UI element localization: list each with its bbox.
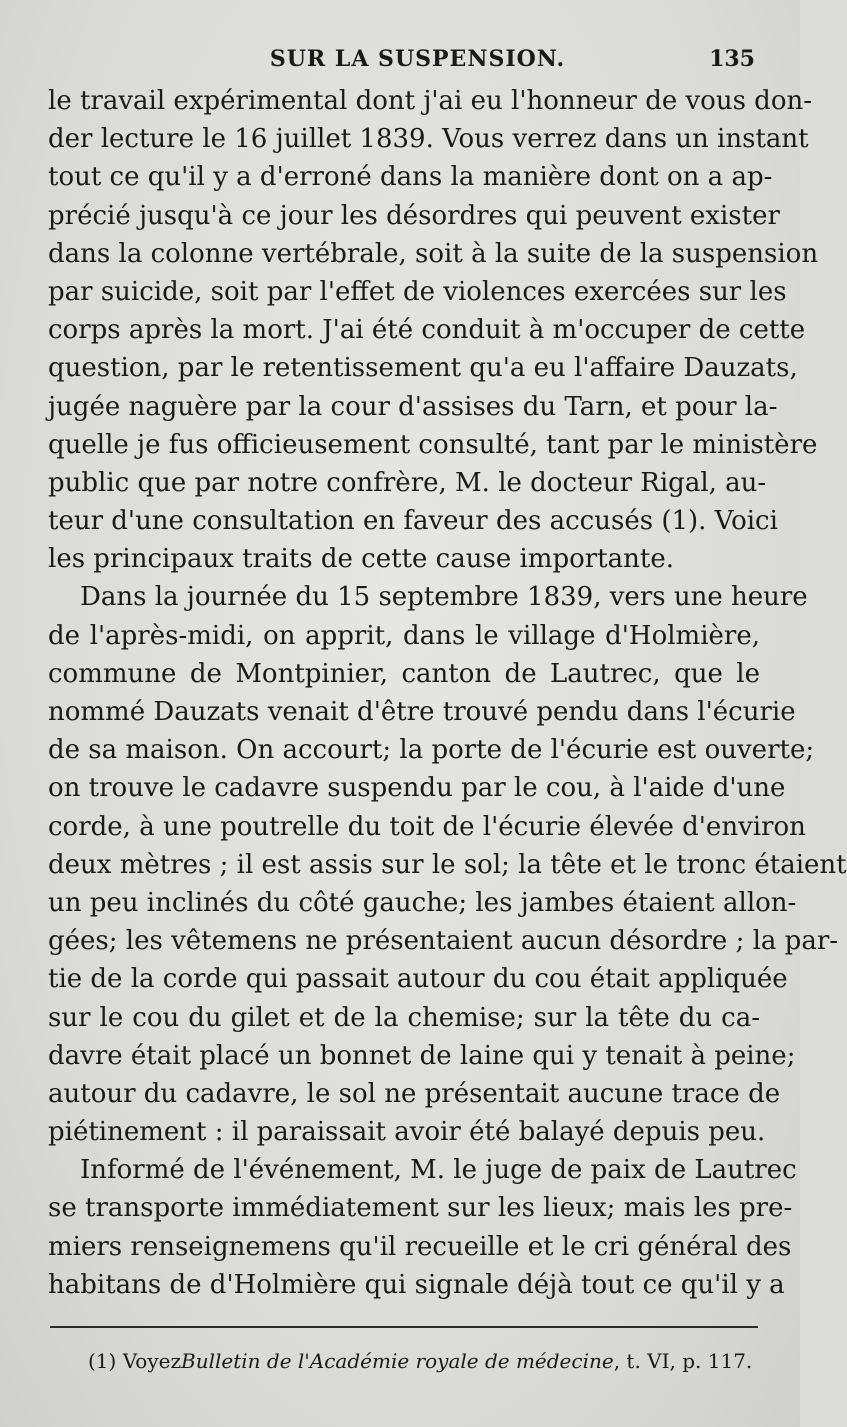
footnote-rest: , t. VI, p. 117. xyxy=(613,1349,753,1373)
page-header xyxy=(50,44,755,78)
text-line: autour du cadavre, le sol ne présentait aucune trace de xyxy=(48,1078,781,1109)
text-line: de sa maison. On accourt; la porte de l'écurie est ouverte; xyxy=(48,735,815,766)
body-text xyxy=(48,82,847,1304)
text-line: commune de Montpinier, canton de Lautrec, que le xyxy=(48,658,760,689)
text-line: corde, à une poutrelle du toit de l'écurie élevée d'environ xyxy=(48,811,806,842)
text-line: précié jusqu'à ce jour les désordres qui peuvent exister xyxy=(48,200,780,231)
text-line: question, par le retentissement qu'a eu l'affaire Dauzats, xyxy=(48,353,798,384)
footnote-marker: (1) Voyez xyxy=(88,1349,182,1373)
text-line: sur le cou du gilet et de la chemise; sur la tête du ca- xyxy=(48,1002,760,1033)
text-line: nommé Dauzats venait d'être trouvé pendu dans l'écurie xyxy=(48,697,796,727)
text-line: der lecture le 16 juillet 1839. Vous verrez dans un instant xyxy=(48,124,809,155)
text-line: un peu inclinés du côté gauche; les jambes étaient allon- xyxy=(48,887,797,918)
text-line: miers renseignemens qu'il recueille et le cri général des xyxy=(48,1231,792,1262)
text-line: le travail expérimental dont j'ai eu l'honneur de vous don- xyxy=(48,86,813,116)
text-line: davre était placé un bonnet de laine qui y tenait à peine; xyxy=(48,1040,796,1071)
text-line: Dans la journée du 15 septembre 1839, vers une heure xyxy=(80,582,808,613)
text-line: se transporte immédiatement sur les lieux; mais les pre- xyxy=(48,1193,793,1224)
footnote-rule xyxy=(50,1326,758,1328)
text-line: gées; les vêtemens ne présentaient aucun désordre ; la par- xyxy=(48,926,839,957)
paragraph xyxy=(48,1151,797,1304)
text-line: les principaux traits de cette cause importante. xyxy=(48,544,674,575)
text-line: deux mètres ; il est assis sur le sol; la tête et le tronc étaient xyxy=(48,849,847,880)
text-line: de l'après-midi, on apprit, dans le village d'Holmière, xyxy=(48,620,760,651)
text-line: piétinement : il paraissait avoir été balayé depuis peu. xyxy=(48,1117,766,1148)
footnote xyxy=(88,1346,758,1376)
text-line: dans la colonne vertébrale, soit à la suite de la suspension xyxy=(48,238,819,269)
text-line: tie de la corde qui passait autour du cou était appliquée xyxy=(48,964,788,995)
paragraph xyxy=(48,82,819,578)
text-line: Informé de l'événement, M. le juge de paix de Lautrec xyxy=(80,1155,797,1186)
text-line: public que par notre confrère, M. le docteur Rigal, au- xyxy=(48,467,767,498)
text-line: corps après la mort. J'ai été conduit à m'occuper de cette xyxy=(48,315,806,346)
text-line: habitans de d'Holmière qui signale déjà tout ce qu'il y a xyxy=(48,1269,785,1300)
text-line: tout ce qu'il y a d'erroné dans la manière dont on a ap- xyxy=(48,162,773,193)
text-line: jugée naguère par la cour d'assises du Tarn, et pour la- xyxy=(48,391,778,422)
text-line: on trouve le cadavre suspendu par le cou, à l'aide d'une xyxy=(48,773,786,804)
text-line: quelle je fus officieusement consulté, tant par le ministère xyxy=(48,429,818,460)
paragraph xyxy=(48,578,847,1151)
footnote-title: Bulletin de l'Académie royale de médecine xyxy=(181,1349,614,1373)
text-line: par suicide, soit par l'effet de violences exercées sur les xyxy=(48,276,787,307)
running-head: SUR LA SUSPENSION. xyxy=(269,46,566,72)
page-number: 135 xyxy=(709,46,755,72)
text-line: teur d'une consultation en faveur des accusés (1). Voici xyxy=(48,506,778,537)
